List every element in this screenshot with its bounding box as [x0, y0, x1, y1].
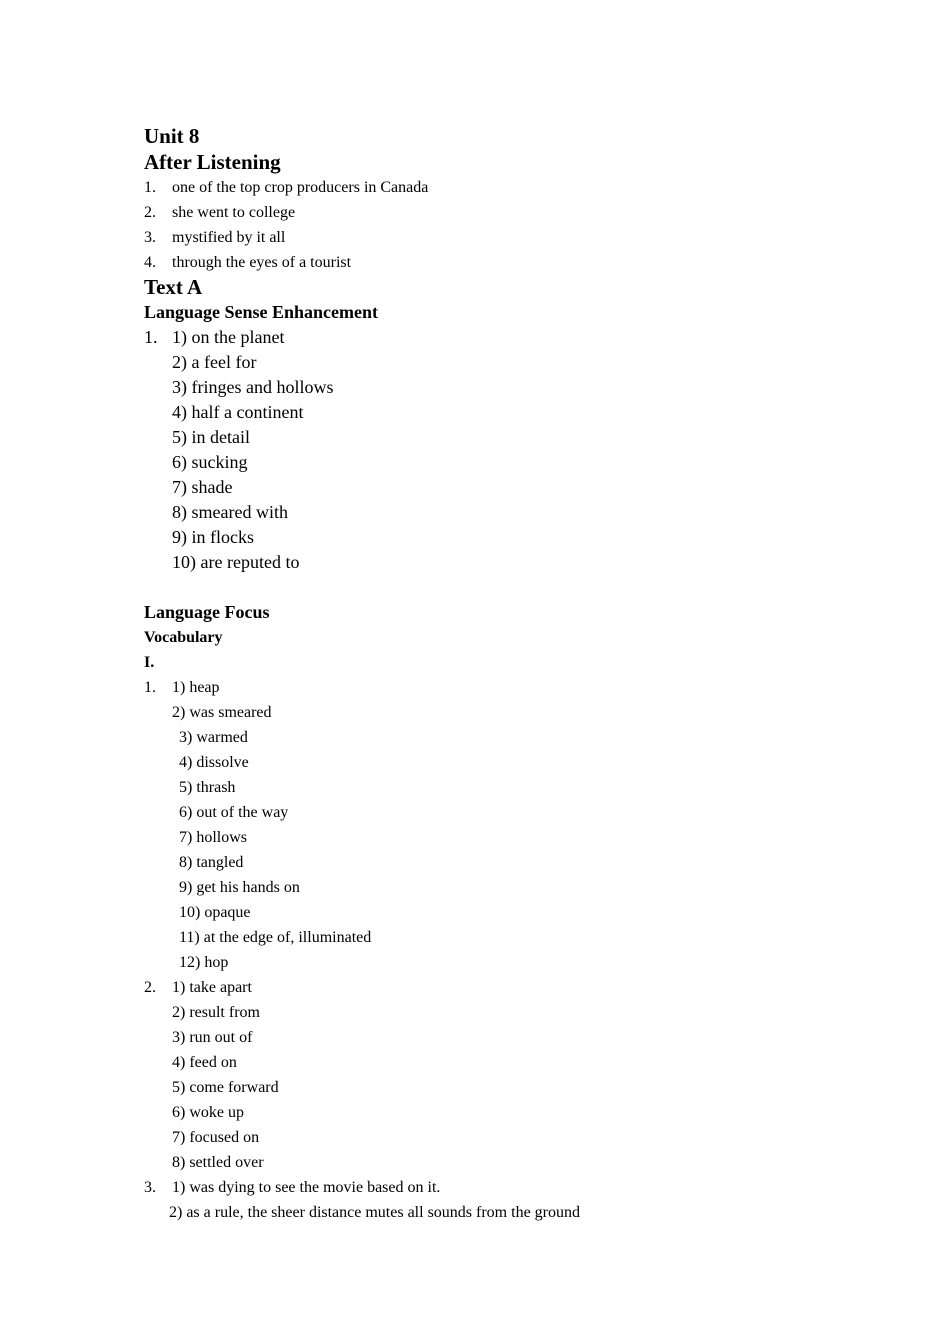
item-text: 3) run out of: [172, 1029, 253, 1046]
list-item: [144, 1075, 864, 1100]
list-item: [144, 700, 864, 725]
item-text: 7) shade: [172, 477, 233, 497]
list-item: [144, 350, 864, 375]
item-text: 4) feed on: [172, 1054, 237, 1071]
list-item: [144, 725, 864, 750]
item-text: 10) are reputed to: [172, 552, 300, 572]
item-text: 2) a feel for: [172, 352, 257, 372]
list-item: [144, 500, 864, 525]
list-item: [144, 1050, 864, 1075]
list-item: [144, 875, 864, 900]
item-text: 9) in flocks: [172, 527, 254, 547]
item-text: 8) smeared with: [172, 502, 288, 522]
spacer: [144, 575, 864, 600]
list-item: [144, 675, 864, 700]
list-item: [144, 375, 864, 400]
item-text: 1) heap: [172, 679, 220, 696]
unit-title: Unit 8: [144, 124, 200, 148]
item-text: 3) warmed: [179, 729, 248, 746]
item-text: 8) settled over: [172, 1154, 264, 1171]
list-item: [144, 800, 864, 825]
item-text: 5) come forward: [172, 1079, 279, 1096]
text-a-heading: Text A: [144, 275, 203, 299]
item-text: 2) as a rule, the sheer distance mutes all sounds from the ground: [169, 1204, 580, 1221]
item-number: 1.: [144, 327, 158, 347]
item-text: 5) thrash: [179, 779, 236, 796]
list-item: [144, 175, 864, 200]
item-text: mystified by it all: [172, 229, 286, 246]
list-item: [144, 1200, 864, 1225]
item-number: 3.: [144, 229, 156, 246]
language-sense-heading: Language Sense Enhancement: [144, 302, 379, 322]
item-text: 7) hollows: [179, 829, 247, 846]
item-number: 1.: [144, 179, 156, 196]
item-text: 4) half a continent: [172, 402, 304, 422]
item-text: 12) hop: [179, 954, 229, 971]
list-item: [144, 550, 864, 575]
item-text: 9) get his hands on: [179, 879, 300, 896]
list-item: [144, 425, 864, 450]
list-item: [144, 475, 864, 500]
item-text: 2) was smeared: [172, 704, 272, 721]
list-item: [144, 1150, 864, 1175]
list-item: [144, 1000, 864, 1025]
vocabulary-heading: Vocabulary: [144, 629, 223, 646]
item-number: 2.: [144, 979, 156, 996]
item-text: 8) tangled: [179, 854, 244, 871]
list-item: [144, 825, 864, 850]
item-text: 7) focused on: [172, 1129, 260, 1146]
list-item: [144, 975, 864, 1000]
list-item: [144, 1025, 864, 1050]
item-text: 6) out of the way: [179, 804, 289, 821]
item-number: 1.: [144, 679, 156, 696]
item-text: 1) take apart: [172, 979, 252, 996]
list-item: [144, 950, 864, 975]
item-text: 6) sucking: [172, 452, 248, 472]
list-item: [144, 775, 864, 800]
item-text: 4) dissolve: [179, 754, 249, 771]
list-item: [144, 850, 864, 875]
item-text: one of the top crop producers in Canada: [172, 179, 429, 196]
item-text: 6) woke up: [172, 1104, 244, 1121]
item-number: 2.: [144, 204, 156, 221]
list-item: [144, 225, 864, 250]
document-page: [144, 124, 864, 1225]
item-text: 2) result from: [172, 1004, 260, 1021]
list-item: [144, 1100, 864, 1125]
list-item: [144, 400, 864, 425]
list-item: [144, 250, 864, 275]
list-item: [144, 925, 864, 950]
item-text: 1) on the planet: [172, 327, 285, 347]
item-text: 5) in detail: [172, 427, 250, 447]
item-text: 1) was dying to see the movie based on it.: [172, 1179, 441, 1196]
item-text: through the eyes of a tourist: [172, 254, 352, 271]
item-text: she went to college: [172, 204, 296, 221]
list-item: [144, 525, 864, 550]
item-number: 4.: [144, 254, 156, 271]
list-item: [144, 750, 864, 775]
language-focus-heading: Language Focus: [144, 602, 270, 622]
list-item: [144, 1125, 864, 1150]
item-text: 11) at the edge of, illuminated: [179, 929, 372, 946]
list-item: [144, 450, 864, 475]
after-listening-heading: After Listening: [144, 150, 281, 174]
item-text: 10) opaque: [179, 904, 251, 921]
item-number: 3.: [144, 1179, 156, 1196]
list-item: [144, 325, 864, 350]
item-text: 3) fringes and hollows: [172, 377, 334, 397]
list-item: [144, 1175, 864, 1200]
list-item: [144, 900, 864, 925]
list-item: [144, 200, 864, 225]
section-number: I.: [144, 654, 155, 671]
